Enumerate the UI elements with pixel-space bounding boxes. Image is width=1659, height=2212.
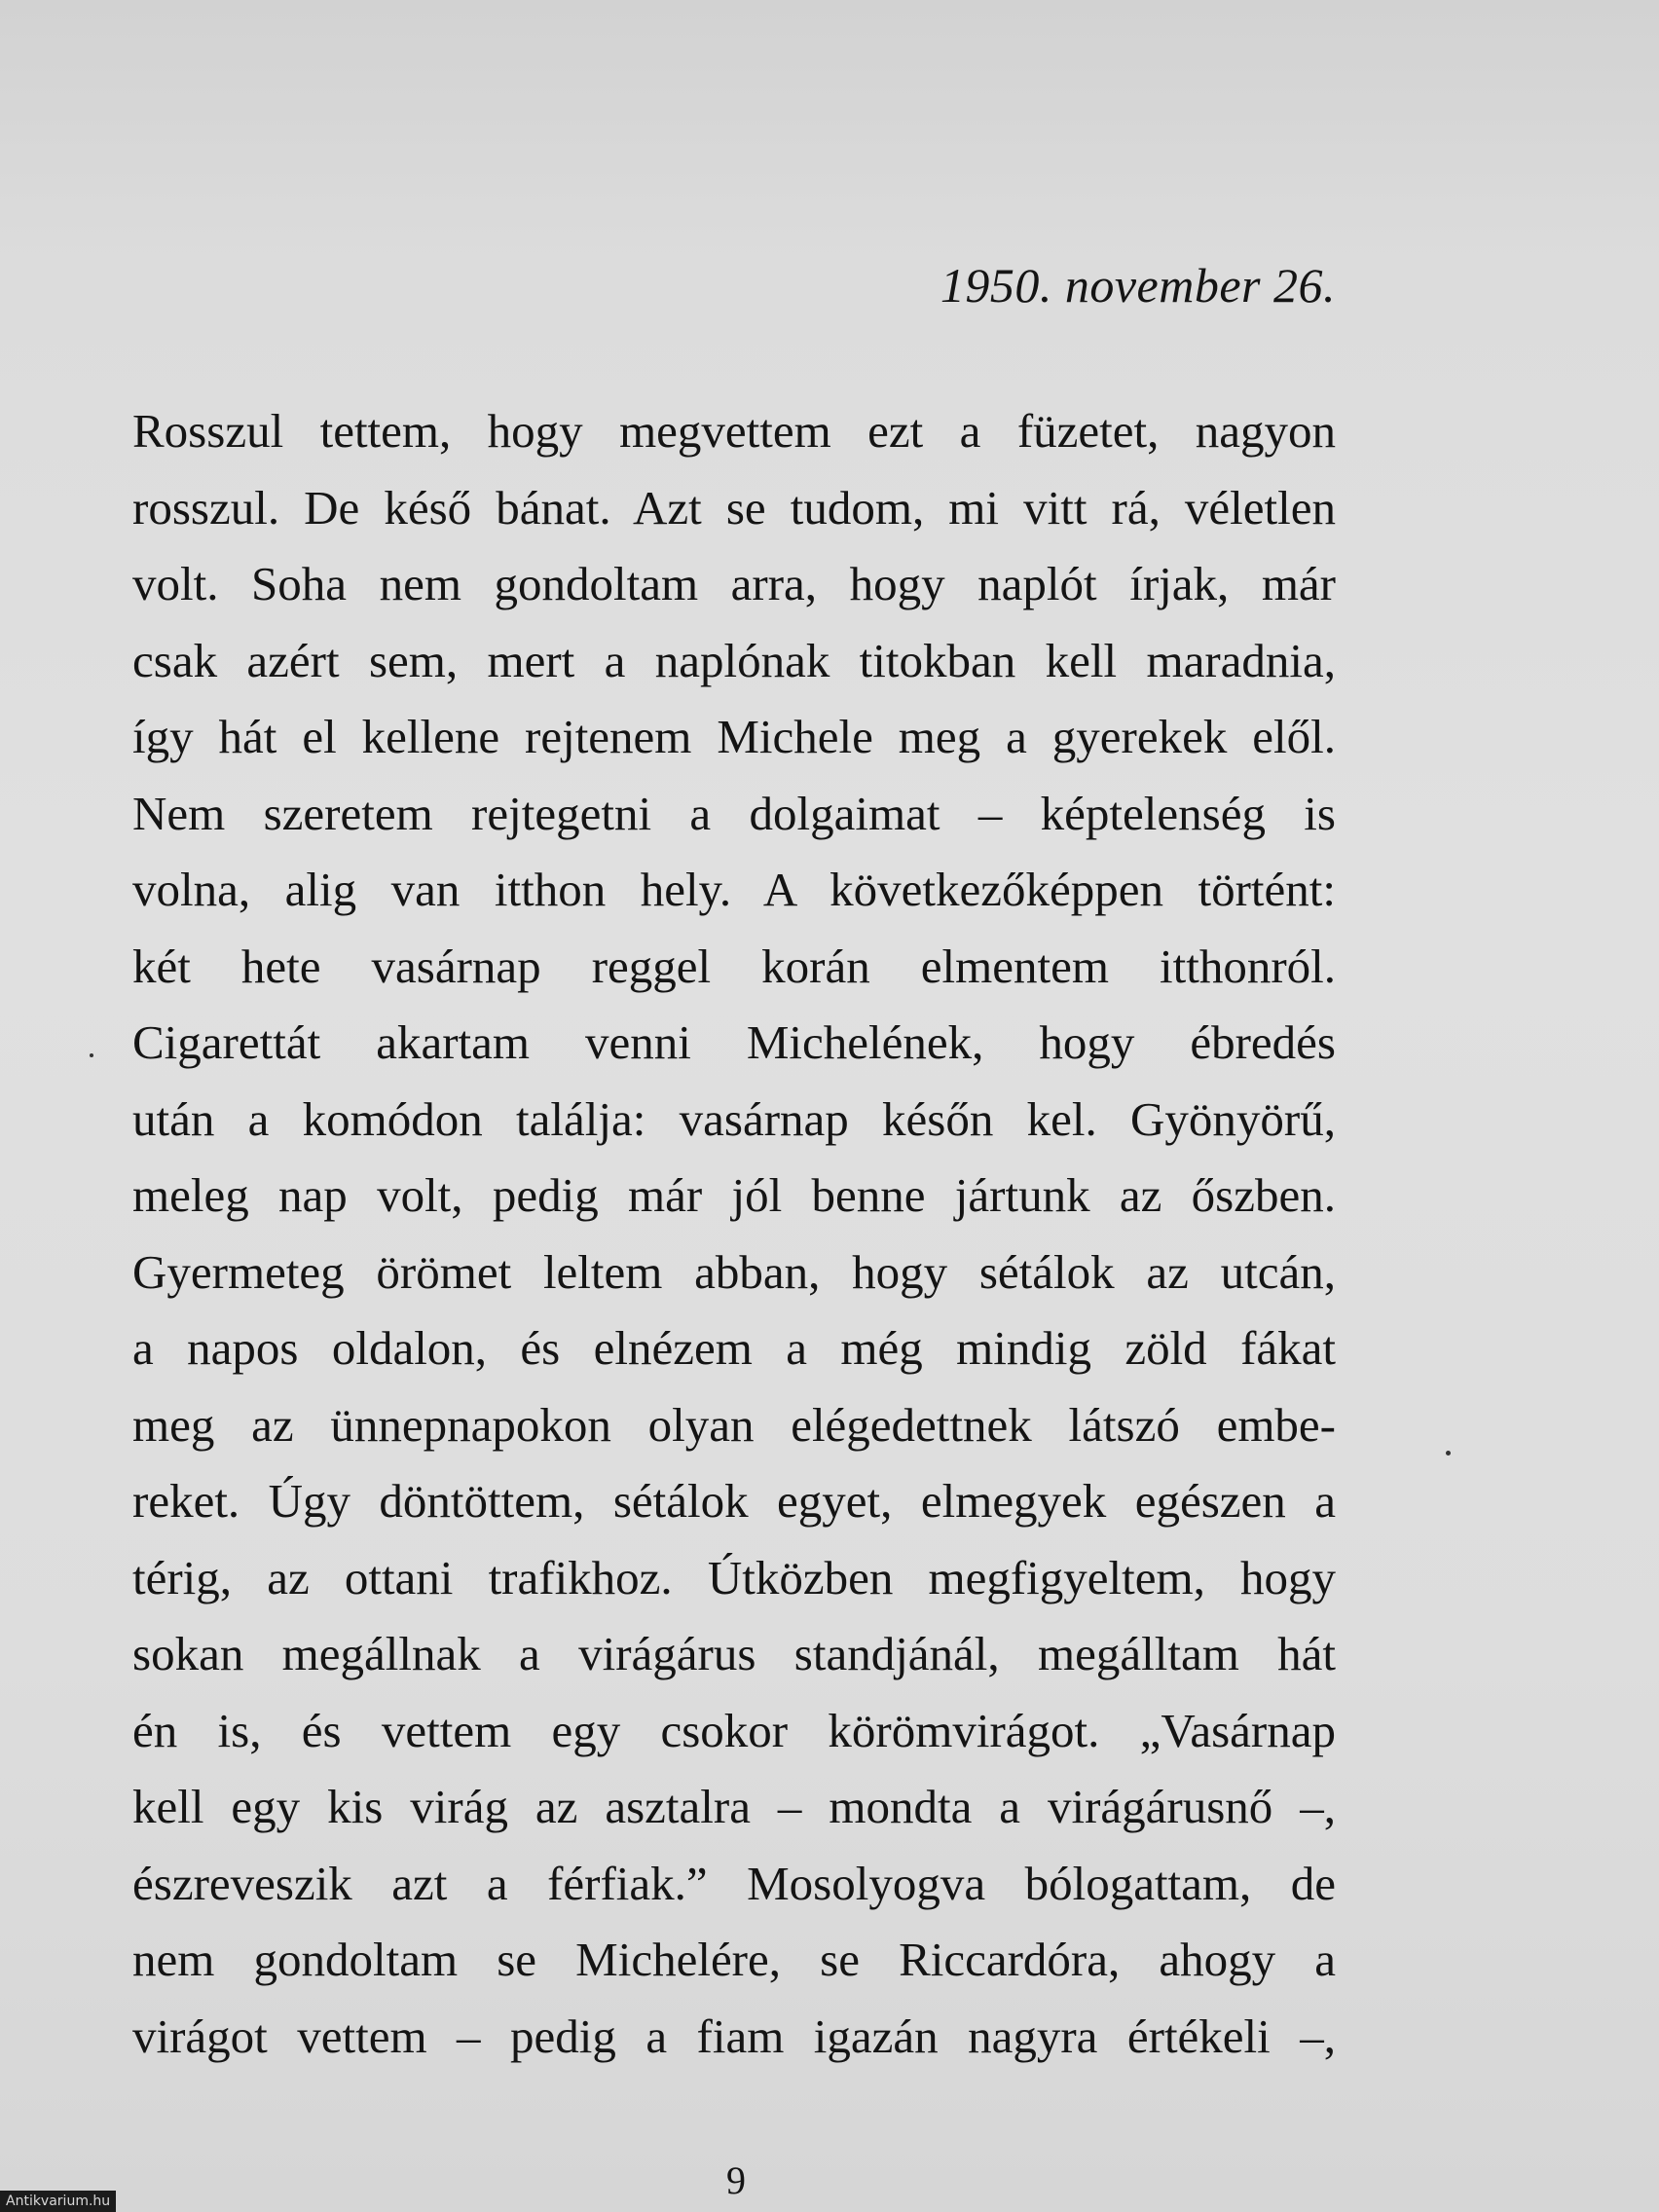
text-line: volna, alig van itthon hely. A következőképpen történt: <box>132 863 1336 916</box>
text-line: reket. Úgy döntöttem, sétálok egyet, elmegyek egészen a <box>132 1474 1336 1528</box>
text-line: térig, az ottani trafikhoz. Útközben megfigyeltem, hogy <box>132 1550 1336 1604</box>
text-line: csak azért sem, mert a naplónak titokban kell maradnia, <box>132 633 1336 687</box>
text-line: rosszul. De késő bánat. Azt se tudom, mi vitt rá, véletlen <box>132 480 1336 535</box>
watermark: Antikvarium.hu <box>0 2191 116 2212</box>
text-line: nem gondoltam se Michelére, se Riccardóra, ahogy a <box>132 1933 1336 1986</box>
text-line: észreveszik azt a férfiak.” Mosolyogva bólogattam, de <box>132 1856 1336 1910</box>
text-line: így hát el kellene rejtenem Michele meg a gyerekek elől. <box>132 710 1336 763</box>
text-line: meleg nap volt, pedig már jól benne jártunk az őszben. <box>132 1168 1336 1222</box>
text-line: meg az ünnepnapokon olyan elégedettnek látszó embe- <box>132 1397 1336 1452</box>
paper-speck <box>90 1053 93 1057</box>
text-line: két hete vasárnap reggel korán elmentem itthonról. <box>132 939 1336 993</box>
text-line: Rosszul tettem, hogy megvettem ezt a füzetet, nagyon <box>132 404 1336 458</box>
text-line: a napos oldalon, és elnézem a még mindig zöld fákat <box>132 1321 1336 1375</box>
text-line: virágot vettem – pedig a fiam igazán nagyra értékeli –, <box>132 2009 1336 2063</box>
text-line: Nem szeretem rejtegetni a dolgaimat – képtelenség is <box>132 786 1336 840</box>
paper-speck <box>1446 1451 1451 1456</box>
text-line: én is, és vettem egy csokor körömvirágot. „Vasárnap <box>132 1703 1336 1757</box>
text-line: sokan megállnak a virágárus standjánál, megálltam hát <box>132 1627 1336 1680</box>
text-line: Gyermeteg örömet leltem abban, hogy sétálok az utcán, <box>132 1244 1336 1299</box>
text-line: volt. Soha nem gondoltam arra, hogy naplót írjak, már <box>132 557 1336 610</box>
page-number: 9 <box>726 2158 746 2202</box>
diary-entry-date: 1950. november 26. <box>940 258 1336 313</box>
diary-entry-body <box>132 393 1336 2075</box>
text-line: Cigarettát akartam venni Michelének, hogy ébredés <box>132 1015 1336 1069</box>
text-line: után a komódon találja: vasárnap későn kel. Gyönyörű, <box>132 1091 1336 1146</box>
text-line: kell egy kis virág az asztalra – mondta a virágárusnő –, <box>132 1780 1336 1833</box>
